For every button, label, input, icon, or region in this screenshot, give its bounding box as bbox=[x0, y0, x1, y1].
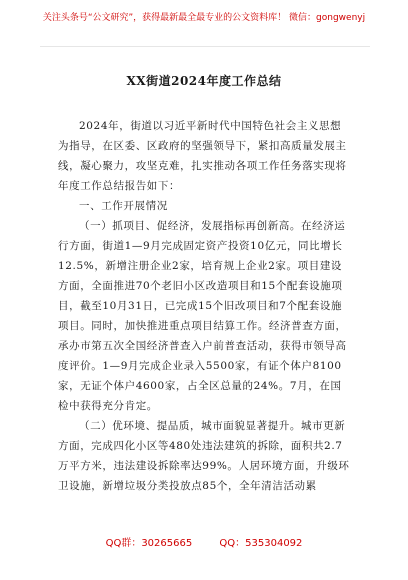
top-banner: 关注头条号“公文研究”，获得最新最全最专业的公文资料库！ 微信：gongwenyj bbox=[42, 13, 366, 23]
document-body bbox=[58, 116, 350, 496]
footer-qq: QQ：535304092 bbox=[219, 538, 303, 549]
section-heading: 一、工作开展情况 bbox=[79, 200, 168, 212]
paragraph: （一）抓项目、促经济，发展指标再创新高。在经济运行方面，街道1—9月完成固定资产投资10亿元，同比增长12.5%，新增注册企业2家，培育规上企业2家。项目建设方面，全面推进70个老旧小区改造项目和15个配套设施项目，截至10月31日，已完成15个旧改项目和7个配套设施项目。同时，加快推进重点项目结算工作。经济普查方面，承办市第五次全国经济普查入户前普查活动，获得市领导高度评价。1—9月完成企业录入5500家，有证个体户8100家，无证个体户4600家，占全区总量的24%。7月，在国检中获得充分肯定。 bbox=[58, 220, 347, 412]
footer-contact bbox=[0, 534, 408, 549]
paragraph: （二）优环境、提品质，城市面貌显著提升。城市更新方面，完成四化小区等480处违法建筑的拆除，面积共2.7万平方米，违法建设拆除率达99%。人居环境方面，升级环卫设施，新增垃圾分类投放点85个，全年清洁活动累 bbox=[58, 420, 350, 492]
document-title: XX街道2024年度工作总结 bbox=[126, 74, 282, 88]
header-divider bbox=[40, 46, 370, 47]
paragraph: 2024年，街道以习近平新时代中国特色社会主义思想为指导，在区委、区政府的坚强领导下，紧扣高质量发展主线，凝心聚力，攻坚克难，扎实推动各项工作任务落实现将年度工作总结报告如下： bbox=[58, 120, 347, 192]
footer-qq-group: QQ群：30265665 bbox=[105, 538, 193, 549]
